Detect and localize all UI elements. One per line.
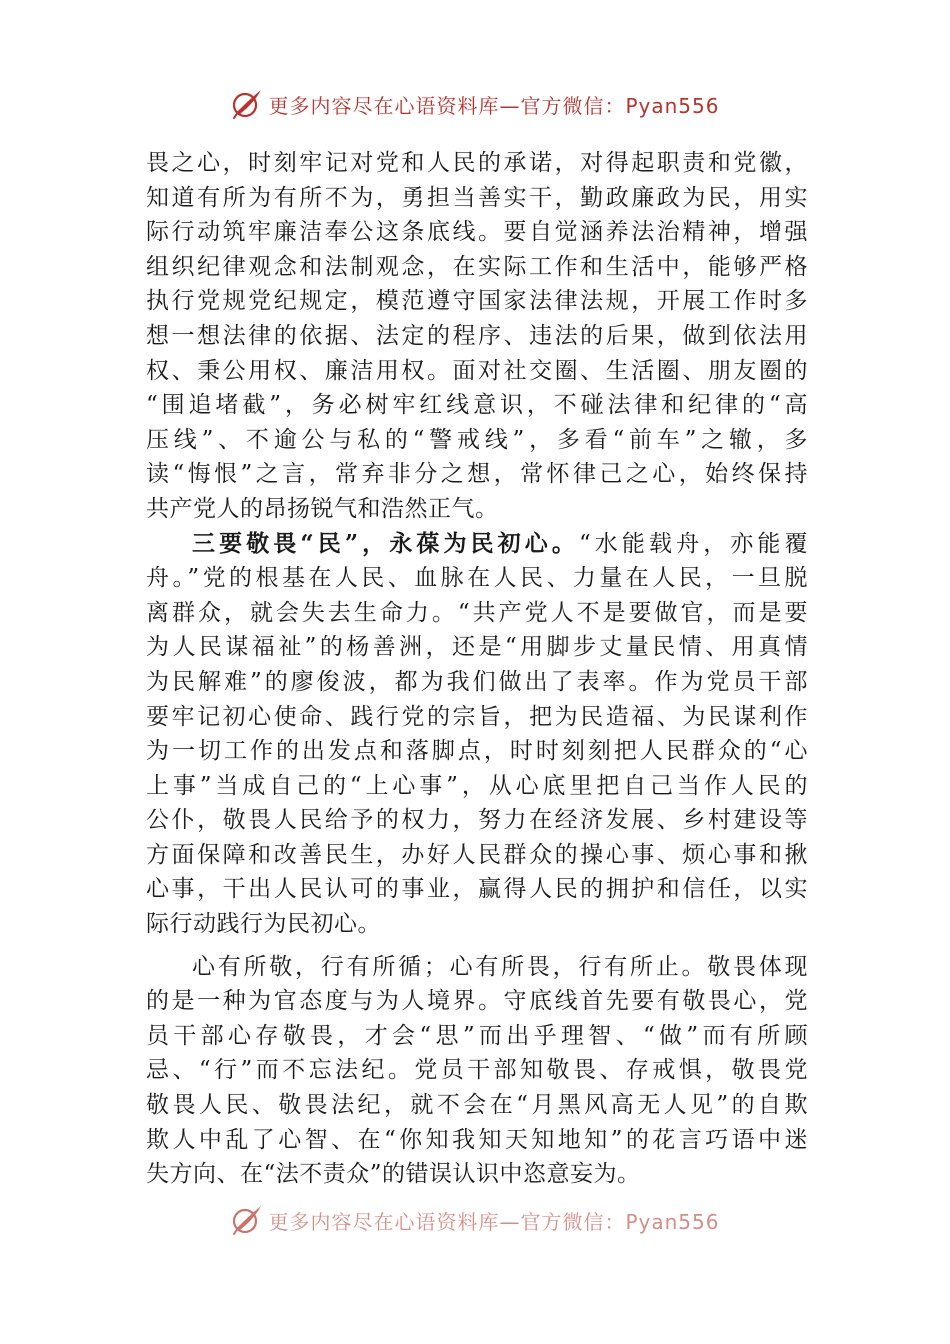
footer-banner-text: 更多内容尽在心语资料库—官方微信：Pyan556 bbox=[268, 1209, 720, 1234]
text-line: 忌、“行”而不忘法纪。党员干部知敬畏、存戒惧，敬畏党 bbox=[146, 1057, 808, 1084]
paragraph-3 bbox=[146, 950, 808, 1192]
text-line: 为一切工作的出发点和落脚点，时时刻刻把人民群众的“心 bbox=[146, 738, 808, 765]
text-line: 执行党规党纪规定，模范遵守国家法律法规，开展工作时多 bbox=[146, 288, 808, 315]
section-heading: 三要敬畏“民”，永葆为民初心。 bbox=[192, 529, 579, 557]
paragraph-2 bbox=[146, 527, 808, 942]
text-line-heading bbox=[146, 527, 808, 562]
quill-pen-logo-icon bbox=[230, 1203, 264, 1237]
text-line: 失方向、在“法不责众”的错误认识中恣意妄为。 bbox=[146, 1161, 641, 1188]
text-line: 际行动践行为民初心。 bbox=[146, 911, 381, 938]
text-line: 为民解难”的廖俊波，都为我们做出了表率。作为党员干部 bbox=[146, 668, 808, 695]
text-line: 离群众，就会失去生命力。“共产党人不是要做官，而是要 bbox=[146, 599, 808, 626]
text-line: 舟。”党的根基在人民、血脉在人民、力量在人民，一旦脱 bbox=[146, 565, 808, 592]
text-line: 心事，干出人民认可的事业，赢得人民的拥护和信任，以实 bbox=[146, 876, 808, 903]
document-body bbox=[146, 146, 808, 1192]
text-line: 上事”当成自己的“上心事”，从心底里把自己当作人民的 bbox=[146, 772, 808, 799]
text-line: “围追堵截”，务必树牢红线意识，不碰法律和纪律的“高 bbox=[146, 392, 808, 419]
text-line: 敬畏人民、敬畏法纪，就不会在“月黑风高无人见”的自欺 bbox=[146, 1092, 808, 1119]
text-line: 欺人中乱了心智、在“你知我知天知地知”的花言巧语中迷 bbox=[146, 1126, 808, 1153]
footer-banner bbox=[0, 1200, 950, 1240]
header-banner bbox=[0, 84, 950, 124]
text-line: 为人民谋福祉”的杨善洲，还是“用脚步丈量民情、用真情 bbox=[146, 634, 808, 661]
text-line: 压线”、不逾公与私的“警戒线”，多看“前车”之辙，多 bbox=[146, 426, 808, 453]
text-line: 畏之心，时刻牢记对党和人民的承诺，对得起职责和党徽， bbox=[146, 150, 808, 176]
text-line: 权、秉公用权、廉洁用权。面对社交圈、生活圈、朋友圈的 bbox=[146, 357, 808, 384]
text-line: 共产党人的昂扬锐气和浩然正气。 bbox=[146, 495, 499, 522]
text-line: 心有所敬，行有所循；心有所畏，行有所止。敬畏体现 bbox=[192, 953, 808, 980]
text-line: 组织纪律观念和法制观念，在实际工作和生活中，能够严格 bbox=[146, 253, 808, 280]
quill-pen-logo-icon bbox=[230, 87, 264, 121]
text-line: 员干部心存敬畏，才会“思”而出乎理智、“做”而有所顾 bbox=[146, 1022, 808, 1049]
heading-line-rest: “水能载舟，亦能覆 bbox=[578, 530, 808, 557]
text-line: 方面保障和改善民生，办好人民群众的操心事、烦心事和揪 bbox=[146, 841, 808, 868]
text-line: 公仆，敬畏人民给予的权力，努力在经济发展、乡村建设等 bbox=[146, 807, 808, 834]
paragraph-gap bbox=[146, 942, 808, 950]
text-line: 知道有所为有所不为，勇担当善实干，勤政廉政为民，用实 bbox=[146, 184, 808, 211]
paragraph-1 bbox=[146, 146, 808, 527]
header-banner-text: 更多内容尽在心语资料库—官方微信：Pyan556 bbox=[268, 93, 720, 118]
text-line: 际行动筑牢廉洁奉公这条底线。要自觉涵养法治精神，增强 bbox=[146, 219, 808, 246]
text-line: 读“悔恨”之言，常弃非分之想，常怀律己之心，始终保持 bbox=[146, 461, 808, 488]
text-line: 要牢记初心使命、践行党的宗旨，把为民造福、为民谋利作 bbox=[146, 703, 808, 730]
text-line: 的是一种为官态度与为人境界。守底线首先要有敬畏心，党 bbox=[146, 988, 808, 1015]
text-line: 想一想法律的依据、法定的程序、违法的后果，做到依法用 bbox=[146, 322, 808, 349]
